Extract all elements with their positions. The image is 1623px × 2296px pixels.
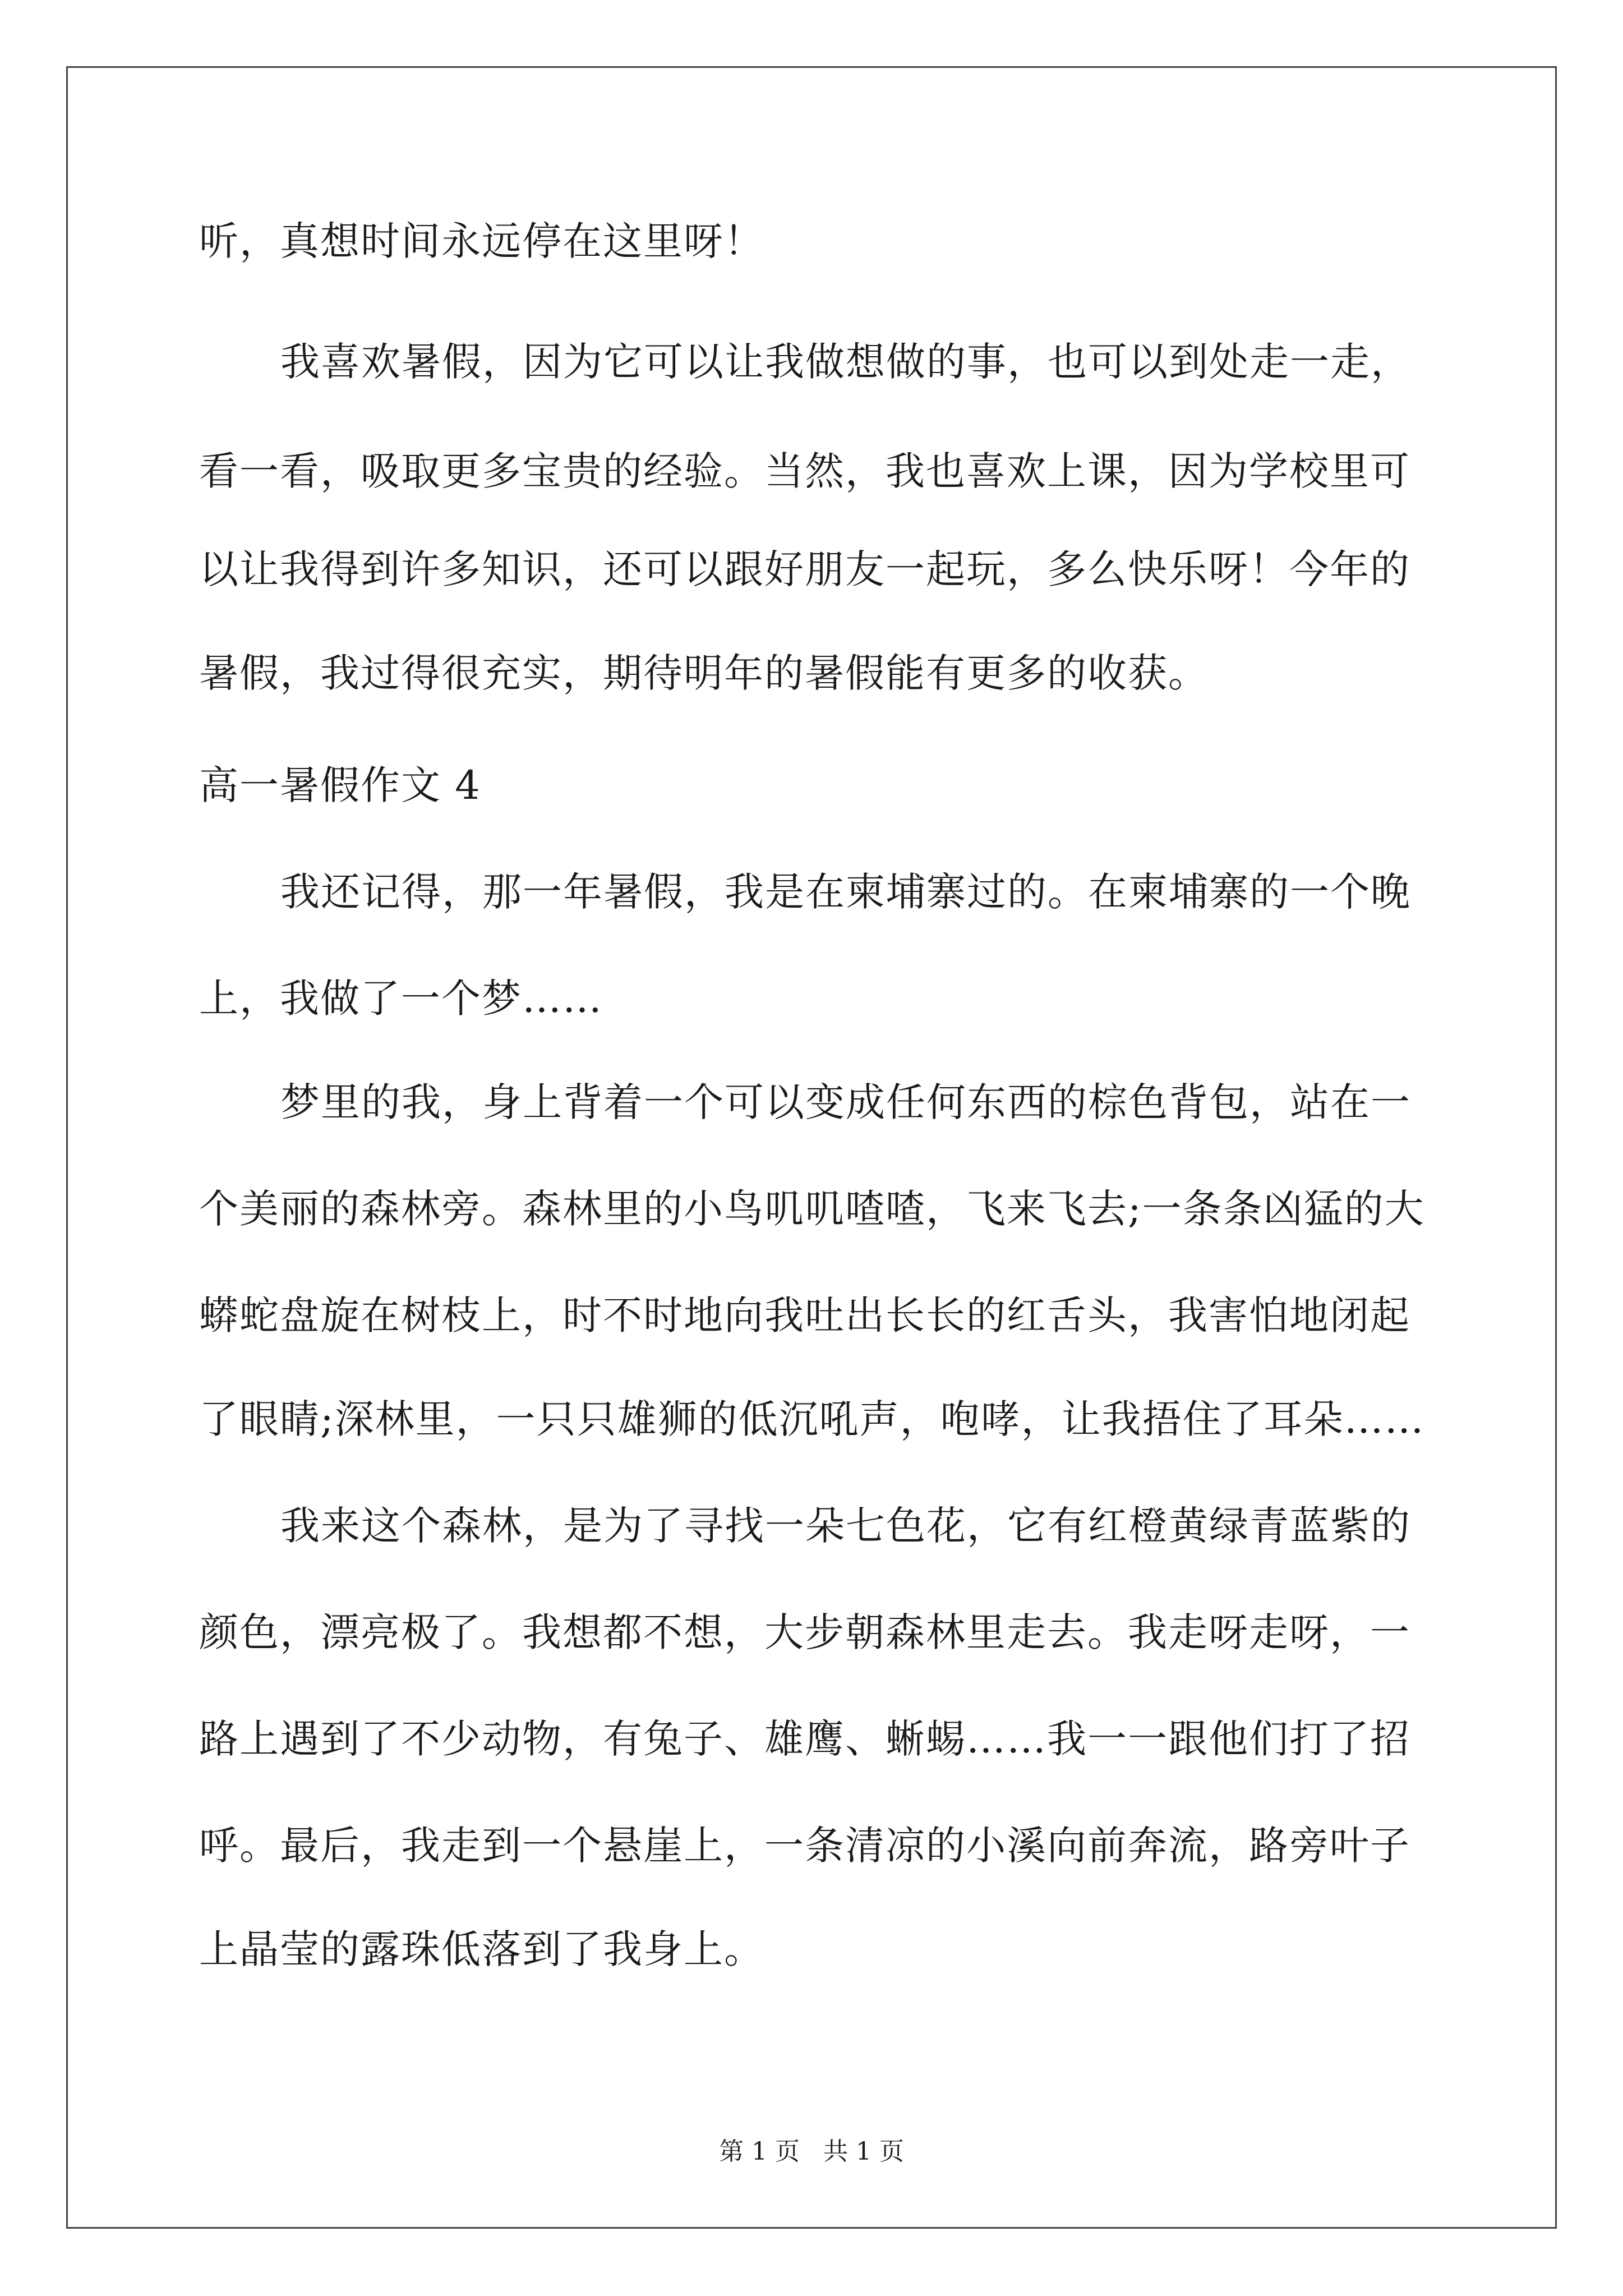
section-heading: 高一暑假作文 4 [199,762,481,808]
text-line: 上晶莹的露珠低落到了我身上。 [199,1926,764,1972]
paragraph-start: 梦里的我，身上背着一个可以变成任何东西的棕色背包，站在一 [280,1079,1411,1125]
paragraph-start: 我来这个森林，是为了寻找一朵七色花，它有红橙黄绿青蓝紫的 [280,1503,1411,1549]
text-line: 呼。最后，我走到一个悬崖上，一条清凉的小溪向前奔流，路旁叶子 [199,1823,1410,1869]
text-line: 看一看，吸取更多宝贵的经验。当然，我也喜欢上课，因为学校里可 [199,448,1410,494]
paragraph-start: 我还记得，那一年暑假，我是在柬埔寨过的。在柬埔寨的一个晚 [280,869,1411,915]
page-number-footer: 第 1 页 共 1 页 [719,2137,904,2166]
text-line: 个美丽的森林旁。森林里的小鸟叽叽喳喳，飞来飞去;一条条凶猛的大 [199,1186,1425,1232]
text-line: 上，我做了一个梦…… [199,976,603,1022]
text-line: 听，真想时间永远停在这里呀！ [199,218,764,264]
text-line: 颜色，漂亮极了。我想都不想，大步朝森林里走去。我走呀走呀，一 [199,1609,1410,1655]
text-line: 以让我得到许多知识，还可以跟好朋友一起玩，多么快乐呀！今年的 [199,546,1410,592]
text-line: 暑假，我过得很充实，期待明年的暑假能有更多的收获。 [199,650,1209,696]
text-line: 蟒蛇盘旋在树枝上，时不时地向我吐出长长的红舌头，我害怕地闭起 [199,1292,1410,1338]
text-line: 路上遇到了不少动物，有兔子、雄鹰、蜥蜴……我一一跟他们打了招 [199,1716,1410,1762]
text-line: 了眼睛;深林里，一只只雄狮的低沉吼声，咆哮，让我捂住了耳朵…… [199,1396,1425,1442]
paragraph-start: 我喜欢暑假，因为它可以让我做想做的事，也可以到处走一走， [280,339,1411,385]
page-border [66,66,1557,2229]
